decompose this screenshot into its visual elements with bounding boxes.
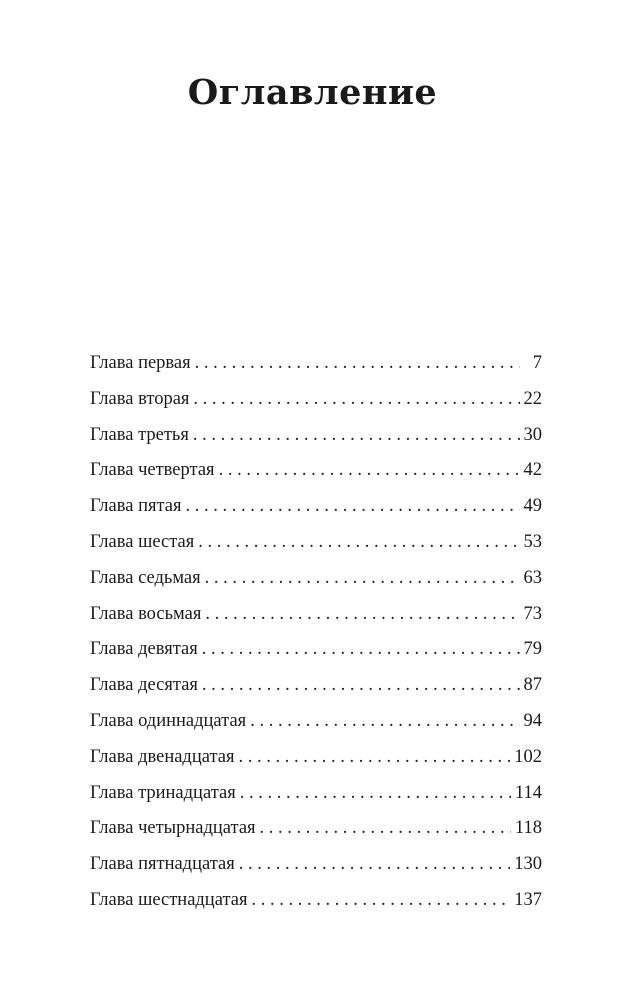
toc-entry-label: Глава одиннадцатая	[90, 710, 247, 731]
toc-entry[interactable]	[90, 489, 542, 525]
dot-leader	[250, 704, 519, 740]
toc-entry[interactable]	[90, 704, 542, 740]
toc-entry-label: Глава восьмая	[90, 603, 202, 624]
toc-entry[interactable]	[90, 776, 542, 812]
dot-leader	[202, 632, 520, 668]
dot-leader	[186, 489, 520, 525]
toc-entry[interactable]	[90, 597, 542, 633]
toc-entry-label: Глава седьмая	[90, 567, 201, 588]
toc-entry-page: 63	[523, 567, 542, 588]
toc-entry[interactable]	[90, 453, 542, 489]
toc-entry-page: 130	[514, 854, 542, 875]
toc-entry[interactable]	[90, 883, 542, 919]
toc-entry-label: Глава тринадцатая	[90, 782, 236, 803]
toc-entry-page: 118	[514, 818, 542, 839]
dot-leader	[205, 561, 520, 597]
dot-leader	[205, 597, 519, 633]
toc-entry-page: 137	[514, 889, 542, 910]
toc-entry-label: Глава двенадцатая	[90, 746, 235, 767]
toc-entry-page: 42	[523, 460, 542, 481]
toc-entry[interactable]	[90, 811, 542, 847]
dot-leader	[202, 668, 520, 704]
toc-entry[interactable]	[90, 346, 542, 382]
toc-entry-label: Глава пятая	[90, 496, 182, 517]
table-of-contents	[90, 346, 542, 919]
toc-entry-page: 73	[523, 603, 542, 624]
toc-entry-page: 87	[523, 675, 542, 696]
toc-entry[interactable]	[90, 847, 542, 883]
dot-leader	[240, 776, 511, 812]
dot-leader	[198, 525, 519, 561]
toc-entry-label: Глава вторая	[90, 388, 190, 409]
toc-entry-label: Глава третья	[90, 424, 189, 445]
toc-entry-label: Глава четвертая	[90, 460, 215, 481]
toc-entry-page: 79	[523, 639, 542, 660]
toc-entry-page: 114	[514, 782, 542, 803]
dot-leader	[195, 346, 520, 382]
toc-entry[interactable]	[90, 525, 542, 561]
dot-leader	[219, 453, 520, 489]
toc-entry-label: Глава четырнадцатая	[90, 818, 256, 839]
dot-leader	[239, 847, 510, 883]
toc-entry[interactable]	[90, 632, 542, 668]
toc-entry[interactable]	[90, 561, 542, 597]
toc-entry-label: Глава пятнадцатая	[90, 854, 235, 875]
toc-entry-page: 30	[523, 424, 542, 445]
toc-entry-page: 102	[514, 746, 542, 767]
toc-entry-label: Глава девятая	[90, 639, 198, 660]
toc-entry-label: Глава десятая	[90, 675, 198, 696]
toc-entry-label: Глава шестнадцатая	[90, 889, 248, 910]
toc-entry[interactable]	[90, 740, 542, 776]
page-title: Оглавление	[187, 72, 438, 113]
toc-entry-page: 94	[523, 710, 542, 731]
toc-entry-page: 22	[523, 388, 542, 409]
toc-entry-label: Глава шестая	[90, 531, 195, 552]
toc-entry[interactable]	[90, 668, 542, 704]
dot-leader	[260, 811, 511, 847]
dot-leader	[193, 382, 519, 418]
dot-leader	[193, 418, 520, 454]
dot-leader	[251, 883, 510, 919]
toc-entry-page: 7	[532, 353, 542, 373]
dot-leader	[239, 740, 511, 776]
toc-entry[interactable]	[90, 418, 542, 454]
toc-entry-page: 49	[523, 496, 542, 517]
toc-entry-page: 53	[523, 531, 542, 552]
toc-entry-label: Глава первая	[90, 353, 191, 373]
toc-entry[interactable]	[90, 382, 542, 418]
